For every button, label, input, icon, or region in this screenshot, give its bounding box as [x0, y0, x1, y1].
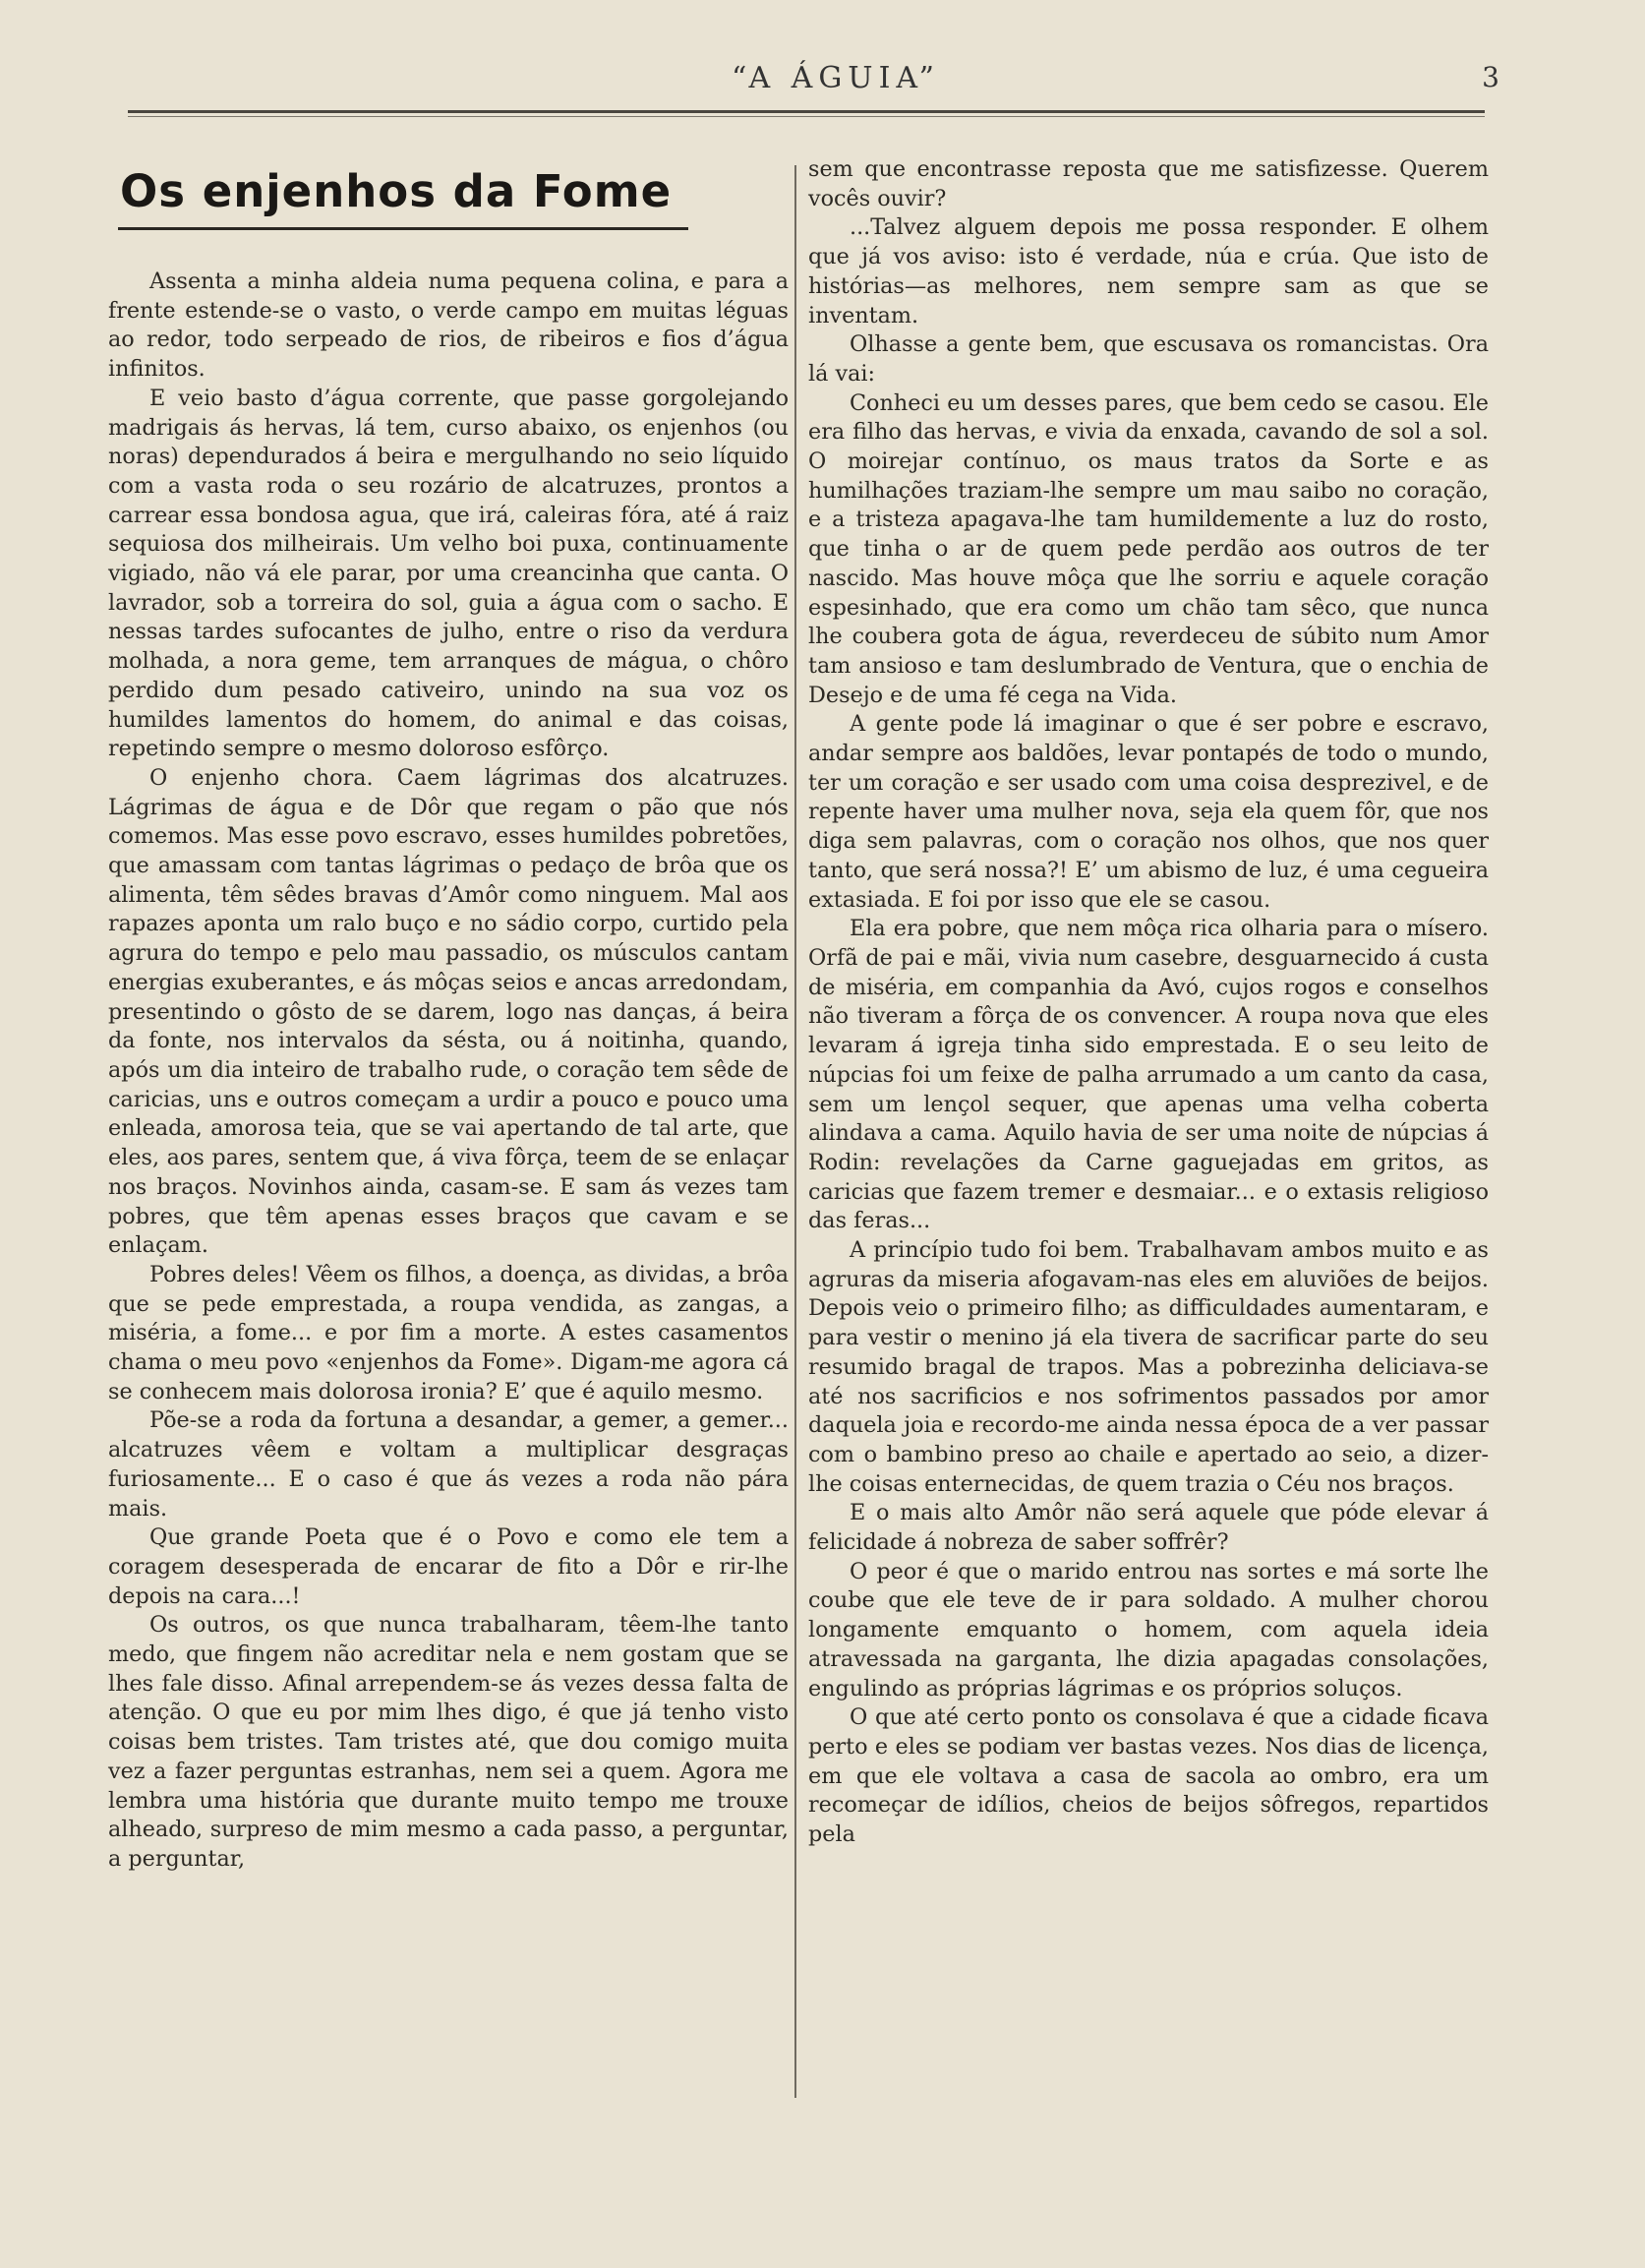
paragraph: Conheci eu um desses pares, que bem cedo se casou. Ele era filho das hervas, e vivia da enxada, cavando de sol a sol. O moirejar contínuo, os maus tratos da Sorte e as humilhações traziam-lhe sempre um mau saibo no coração, e a tristeza apagava-lhe tam humildemente a luz do rosto, que tinha o ar de quem pede perdão aos outros de ter nascido. Mas houve môça que lhe sorriu e aquele coração espesinhado, que era como um chão tam sêco, que nunca lhe coubera gota de água, reverdeceu de súbito num Amor tam ansioso e tam deslumbrado de Ventura, que o enchia de Desejo e de uma fé cega na Vida. — [808, 389, 1489, 708]
paragraph: O peor é que o marido entrou nas sortes e má sorte lhe coube que ele teve de ir para soldado. A mulher chorou longamente emquanto o homem, com aquela ideia atravessada na garganta, lhe dizia apagadas consolações, engulindo as próprias lágrimas e os próprios soluços. — [808, 1558, 1489, 1701]
article-title: Os enjenhos da Fome — [120, 165, 673, 217]
paragraph: Pobres deles! Vêem os filhos, a doença, as dividas, a brôa que se pede emprestada, a roupa vendida, as zangas, a miséria, a fome... e por fim a morte. A estes casamentos chama o meu povo «enjenhos da Fome». Digam-me agora cá se conhecem mais dolorosa ironia? E’ que é aquilo mesmo. — [108, 1261, 789, 1404]
left-column — [108, 157, 789, 1875]
column-divider — [794, 165, 796, 2098]
header-rule — [128, 110, 1485, 113]
paragraph: O que até certo ponto os consolava é que a cidade ficava perto e eles se podiam ver bastas vezes. Nos dias de licença, em que ele voltava a casa de sacola ao ombro, era um recomeçar de idílios, cheios de beijos sôfregos, repartidos pela — [808, 1704, 1489, 1848]
paragraph: A gente pode lá imaginar o que é ser pobre e escravo, andar sempre aos baldões, levar pontapés de todo o mundo, ter um coração e ser usado com uma coisa desprezivel, e de repente haver uma mulher nova, seja ela quem fôr, que nos diga sem palavras, com o coração nos olhos, que nos quer tanto, que será nossa?! E’ um abismo de luz, é uma cegueira extasiada. E foi por isso que ele se casou. — [808, 711, 1489, 913]
paragraph: Assenta a minha aldeia numa pequena colina, e para a frente estende-se o vasto, o verde campo em muitas léguas ao redor, todo serpeado de rios, de ribeiros e fios d’água infinitos. — [108, 269, 789, 383]
paragraph: E veio basto d’água corrente, que passe gorgolejando madrigais ás hervas, lá tem, curso abaixo, os enjenhos (ou noras) dependurados á beira e mergulhando no seio líquido com a vasta roda o seu rozário de alcatruzes, prontos a carrear essa bondosa agua, que irá, caleiras fóra, até á raiz sequiosa dos milheirais. Um velho boi puxa, continuamente vigiado, não vá ele parar, por uma creancinha que canta. O lavrador, sob a torreira do sol, guia a água com o sacho. E nessas tardes sufocantes de julho, entre o riso da verdura molhada, a nora geme, tem arranques de mágua, o chôro perdido dum pesado cativeiro, unindo na sua voz os humildes lamentos do homem, do animal e das coisas, repetindo sempre o mesmo doloroso esfôrço. — [108, 385, 789, 762]
paragraph: Põe-se a roda da fortuna a desandar, a gemer, a gemer... alcatruzes vêem e voltam a multiplicar desgraças furiosamente... E o caso é que ás vezes a roda não pára mais. — [108, 1407, 789, 1522]
paragraph: E o mais alto Amôr não será aquele que póde elevar á felicidade á nobreza de saber soffrêr? — [808, 1500, 1489, 1556]
page-number: 3 — [1482, 61, 1499, 93]
paragraph: Os outros, os que nunca trabalharam, têem-lhe tanto medo, que fingem não acreditar nela e nem gostam que se lhes fale disso. Afinal arrependem-se ás vezes dessa falta de atenção. O que eu por mim lhes digo, é que já tenho visto coisas bem tristes. Tam tristes até, que dou comigo muita vez a fazer perguntas estranhas, nem sei a quem. Agora me lembra uma história que durante muito tempo me trouxe alheado, surpreso de mim mesmo a cada passo, a perguntar, a perguntar, — [108, 1612, 789, 1872]
paragraph: O enjenho chora. Caem lágrimas dos alcatruzes. Lágrimas de água e de Dôr que regam o pão que nós comemos. Mas esse povo escravo, esses humildes pobretões, que amassam com tantas lágrimas o pedaço de brôa que os alimenta, têm sêdes bravas d’Amôr como ninguem. Mal aos rapazes aponta um ralo buço e no sádio corpo, curtido pela agrura do tempo e pelo mau passadio, os músculos cantam energias exuberantes, e ás môças seios e ancas arredondam, presentindo o gôsto de se darem, logo nas danças, á beira da fonte, nos intervalos da sésta, ou á noitinha, quando, após um dia inteiro de trabalho rude, o coração tem sêde de caricias, uns e outros começam a urdir a pouco e pouco uma enleada, amorosa teia, que se vai apertando de tal arte, que eles, aos pares, sentem que, á viva fôrça, teem de se enlaçar nos braços. Novinhos ainda, casam-se. E sam ás vezes tam pobres, que têm apenas esses braços que cavam e se enlaçam. — [108, 764, 789, 1259]
right-column — [808, 155, 1489, 1850]
title-underline — [118, 227, 688, 230]
paragraph: Olhasse a gente bem, que escusava os romancistas. Ora lá vai: — [808, 331, 1489, 387]
paragraph: A princípio tudo foi bem. Trabalhavam ambos muito e as agruras da miseria afogavam-nas eles em aluviões de beijos. Depois veio o primeiro filho; as difficuldades aumentaram, e para vestir o menino já ela tivera de sacrificar parte do seu resumido bragal de trapos. Mas a pobrezinha deliciava-se até nos sacrificios e nos sofrimentos passados por amor daquela joia e recordo-me ainda nessa época de a ver passar com o bambino preso ao chaile e apertado ao seio, a dizer-lhe coisas enternecidas, de quem trazia o Céu nos braços. — [808, 1237, 1489, 1497]
paragraph: Que grande Poeta que é o Povo e como ele tem a coragem desesperada de encarar de fito a Dôr e rir-lhe depois na cara...! — [108, 1524, 789, 1609]
running-title: “A ÁGUIA” — [731, 61, 941, 95]
paragraph: ...Talvez alguem depois me possa responder. E olhem que já vos aviso: isto é verdade, núa e crúa. Que isto de histórias—as melhores, nem sempre sam as que se inventam. — [808, 214, 1489, 328]
paragraph: Ela era pobre, que nem môça rica olharia para o mísero. Orfã de pai e mãi, vivia num casebre, desguarnecido á custa de miséria, em companhia da Avó, cujos rogos e conselhos não tiveram a fôrça de os convencer. A roupa nova que eles levaram á igreja tinha sido emprestada. E o seu leito de núpcias foi um feixe de palha arrumado a um canto da casa, sem um lençol sequer, que apenas uma velha coberta alindava a cama. Aquilo havia de ser uma noite de núpcias á Rodin: revelações da Carne gaguejadas em gritos, as caricias que fazem tremer e desmaiar... e o extasis religioso das feras... — [808, 916, 1489, 1234]
paragraph: sem que encontrasse reposta que me satisfizesse. Querem vocês ouvir? — [808, 156, 1489, 211]
